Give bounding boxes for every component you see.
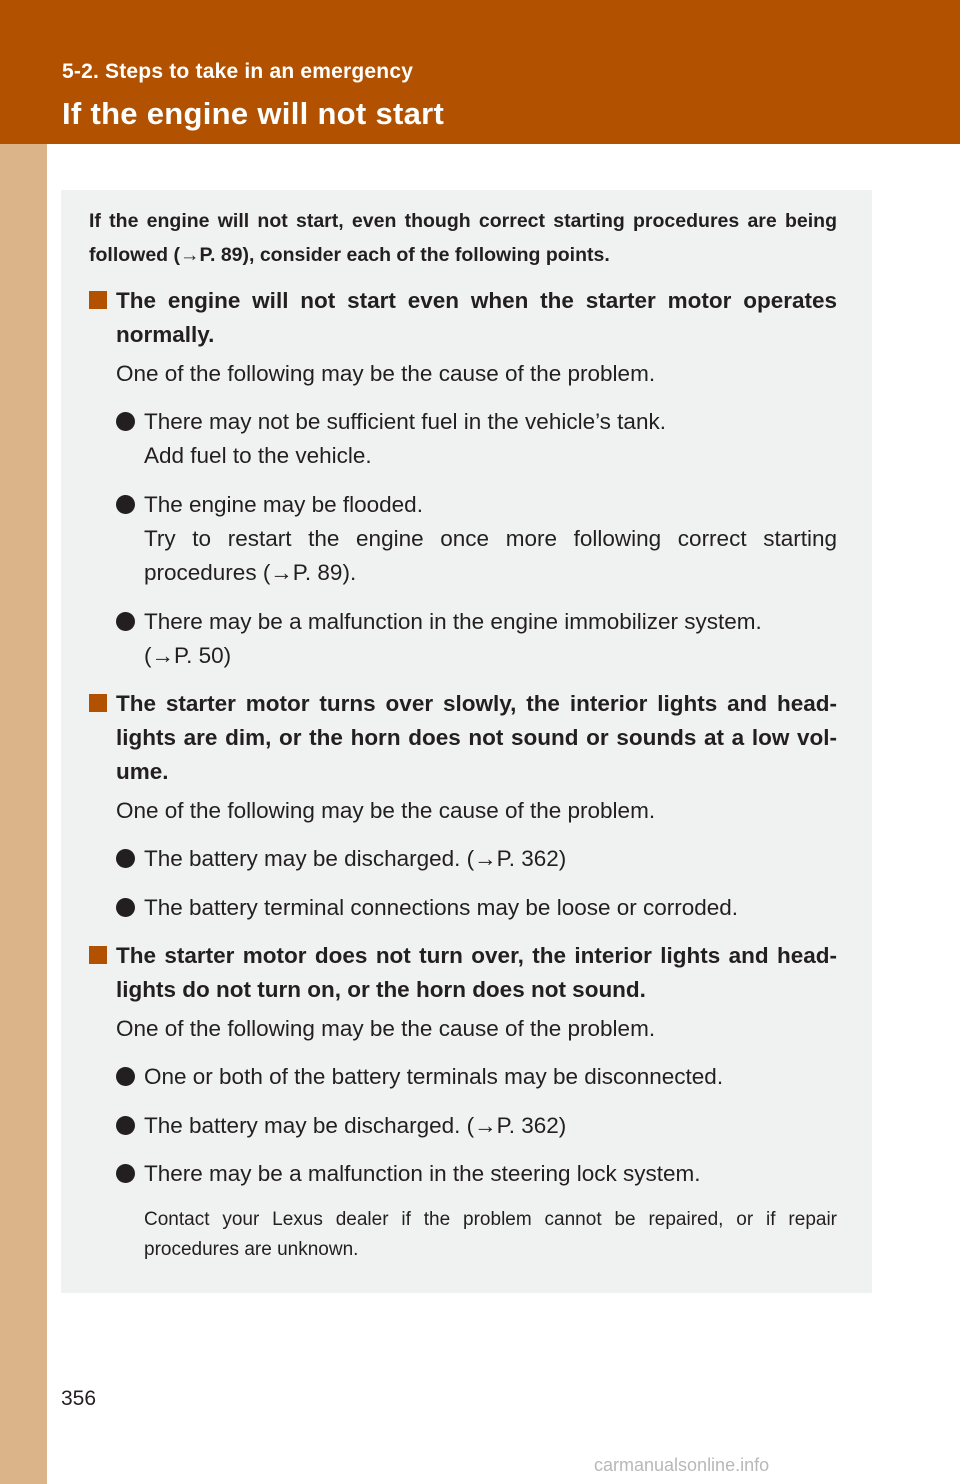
dealer-note: Contact your Lexus dealer if the problem cannot be repaired, or if repair procedures are unknown. (144, 1209, 837, 1260)
section-heading-1: The engine will not start even when the starter motor operates normally. (89, 284, 837, 352)
list-item: The battery terminal connections may be loose or corroded. (116, 891, 837, 925)
section-label: 5-2. Steps to take in an emergency (62, 60, 414, 83)
bullet-dot-icon (116, 1067, 135, 1086)
page-header (0, 0, 960, 144)
list-item: The battery may be discharged. (→P. 362) (116, 1109, 837, 1143)
square-bullet-icon (89, 946, 107, 964)
square-bullet-icon (89, 694, 107, 712)
intro-text: If the engine will not start, even though correct starting procedures are being followed (→P. 89), consider each of the following points. (89, 210, 837, 266)
page-number: 356 (61, 1387, 97, 1410)
bullet-dot-icon (116, 898, 135, 917)
section-heading-2: The starter motor turns over slowly, the interior lights and head-lights are dim, or the horn does not sound or sounds at a low vol-ume. (89, 687, 837, 789)
square-bullet-icon (89, 291, 107, 309)
watermark: carmanualsonline.info (594, 1455, 770, 1475)
page-title: If the engine will not start (62, 96, 445, 131)
bullet-dot-icon (116, 412, 135, 431)
section-lead-3: One of the following may be the cause of the problem. (116, 1016, 656, 1041)
section-lead-1: One of the following may be the cause of the problem. (116, 361, 656, 386)
bullet-dot-icon (116, 495, 135, 514)
bullet-dot-icon (116, 612, 135, 631)
list-item: One or both of the battery terminals may be disconnected. (116, 1060, 837, 1094)
list-item: The engine may be flooded. Try to restart the engine once more following correct starting procedures (→P. 89). (116, 488, 837, 590)
section-heading-3: The starter motor does not turn over, the interior lights and head-lights do not turn on, or the horn does not sound. (89, 939, 837, 1007)
bullet-dot-icon (116, 849, 135, 868)
bullet-dot-icon (116, 1116, 135, 1135)
section-lead-2: One of the following may be the cause of the problem. (116, 798, 656, 823)
list-item: There may be a malfunction in the steering lock system. (116, 1157, 837, 1191)
bullet-dot-icon (116, 1164, 135, 1183)
list-item: There may not be sufficient fuel in the vehicle’s tank. Add fuel to the vehicle. (116, 405, 837, 473)
list-item: There may be a malfunction in the engine immobilizer system. (→P. 50) (116, 605, 837, 673)
side-margin-strip (0, 0, 47, 1484)
list-item: The battery may be discharged. (→P. 362) (116, 842, 837, 876)
